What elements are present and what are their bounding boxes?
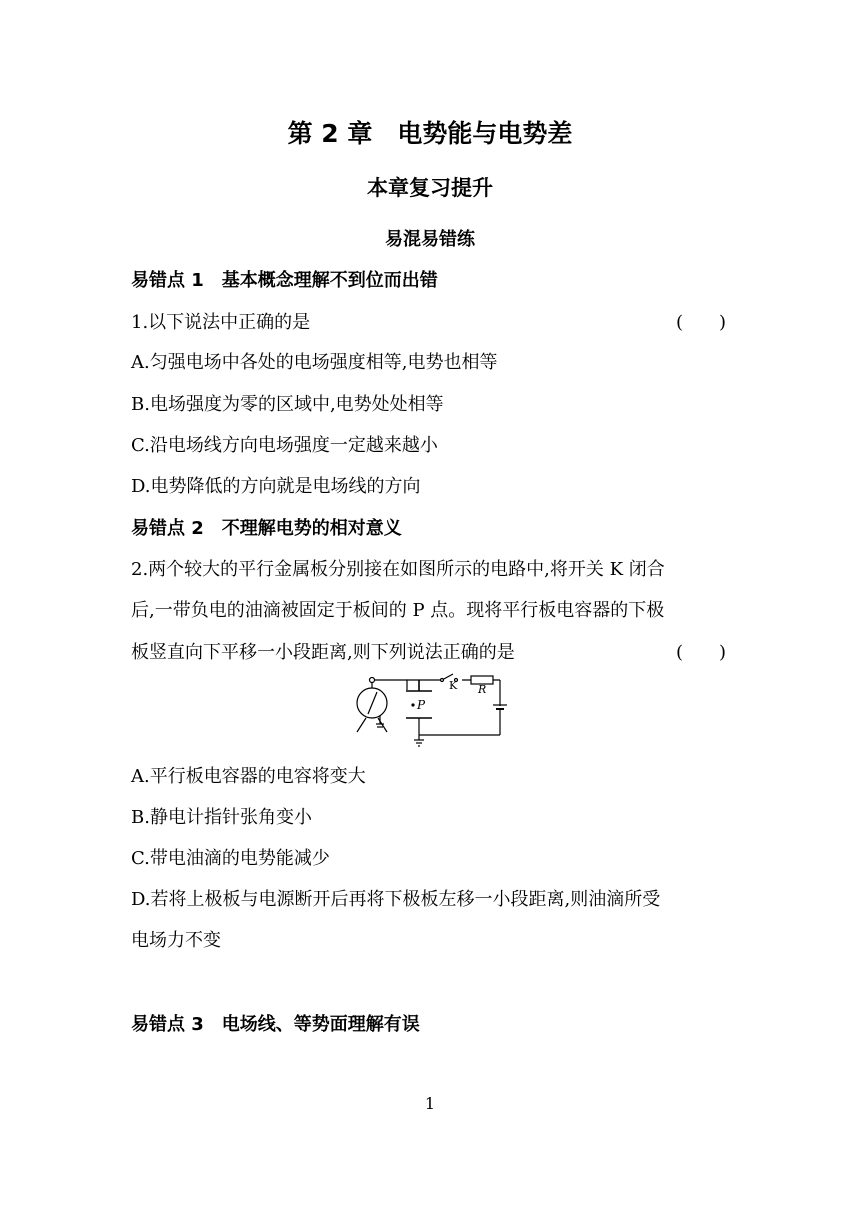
q2-option-b: B.静电计指针张角变小 <box>131 807 312 828</box>
section-subtitle: 本章复习提升 <box>367 176 493 200</box>
ground-icon <box>414 735 424 746</box>
battery-icon <box>493 705 507 709</box>
q1-answer-paren: ( ) <box>676 312 727 333</box>
q2-stem-line-2: 后,一带负电的油滴被固定于板间的 P 点。现将平行板电容器的下极 <box>131 600 665 621</box>
q1-option-d: D.电势降低的方向就是电场线的方向 <box>131 476 421 497</box>
chapter-title: 第 2 章 电势能与电势差 <box>287 119 573 148</box>
point-label: P <box>417 698 426 712</box>
resistor-label: R <box>478 683 487 696</box>
switch-label: K <box>449 679 458 692</box>
q2-option-d: D.若将上极板与电源断开后再将下极板左移一小段距离,则油滴所受 <box>131 889 661 910</box>
error-point-3: 易错点 3 电场线、等势面理解有误 <box>131 1014 420 1035</box>
q2-option-c: C.带电油滴的电势能减少 <box>131 848 330 869</box>
q2-stem-line-1: 2.两个较大的平行金属板分别接在如图所示的电路中,将开关 K 闭合 <box>131 559 665 580</box>
q2-stem-line-3: 板竖直向下平移一小段距离,则下列说法正确的是 <box>131 642 515 663</box>
circuit-figure <box>350 672 510 752</box>
exercise-heading: 易混易错练 <box>385 229 475 250</box>
q1-option-b: B.电场强度为零的区域中,电势处处相等 <box>131 394 444 415</box>
oil-drop-point <box>411 703 414 706</box>
q1-stem: 1.以下说法中正确的是 <box>131 312 311 333</box>
q1-option-a: A.匀强电场中各处的电场强度相等,电势也相等 <box>131 352 498 373</box>
electroscope-icon <box>357 678 387 733</box>
page-number: 1 <box>424 1094 436 1113</box>
q2-option-a: A.平行板电容器的电容将变大 <box>131 766 366 787</box>
error-point-2: 易错点 2 不理解电势的相对意义 <box>131 518 402 539</box>
error-point-1: 易错点 1 基本概念理解不到位而出错 <box>131 270 438 291</box>
q2-option-d-continued: 电场力不变 <box>131 930 221 951</box>
q2-answer-paren: ( ) <box>676 642 727 663</box>
q1-option-c: C.沿电场线方向电场强度一定越来越小 <box>131 435 438 456</box>
